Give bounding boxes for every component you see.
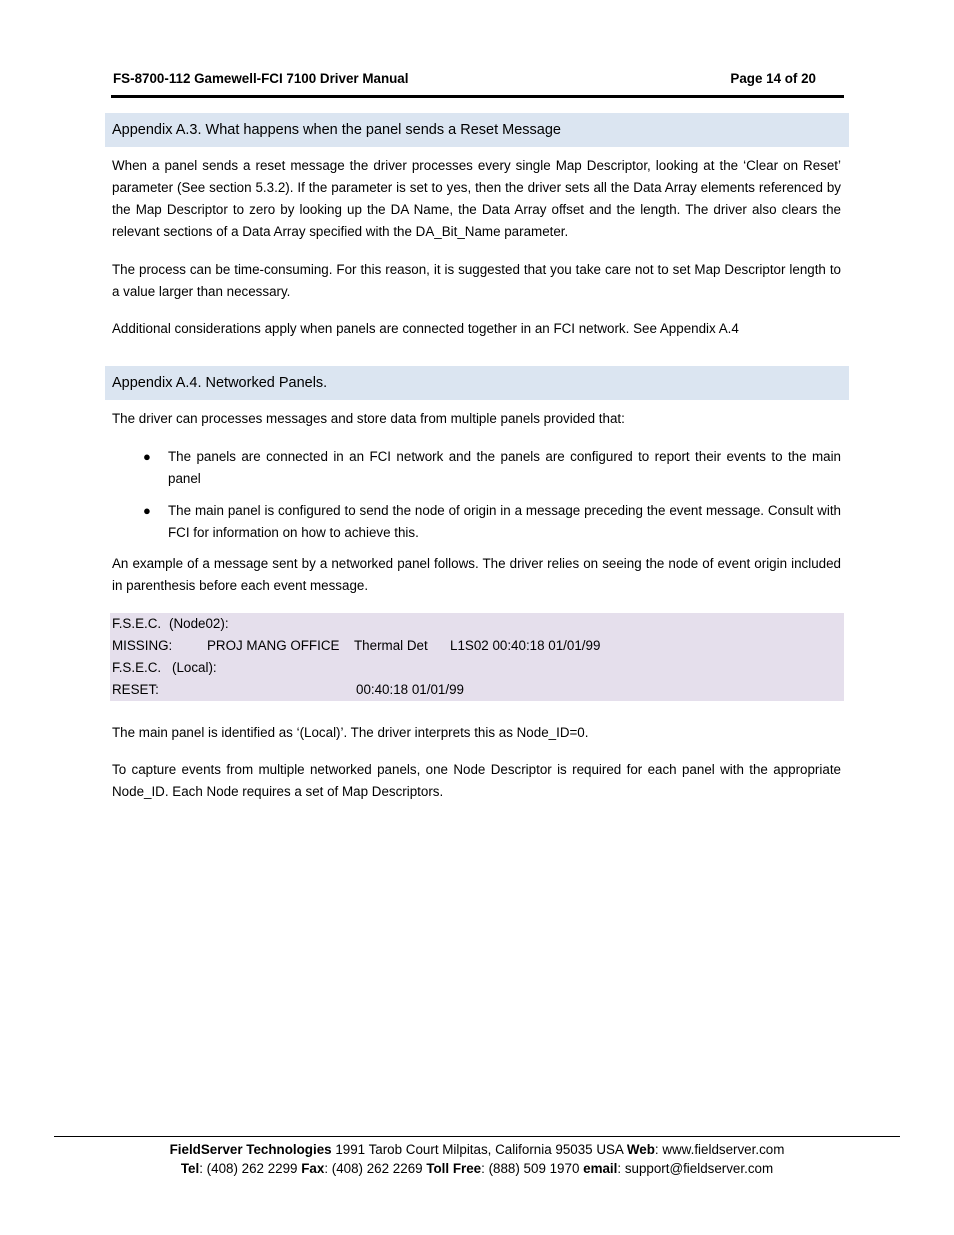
footer-tel: : (408) 262 2299 bbox=[199, 1161, 302, 1176]
paragraph-intro: The driver can processes messages and store data from multiple panels provided that: bbox=[112, 411, 625, 426]
footer-company: FieldServer Technologies bbox=[169, 1142, 332, 1157]
section-heading-a3: Appendix A.3. What happens when the panel sends a Reset Message bbox=[105, 113, 849, 147]
footer-tollfree-label: Toll Free bbox=[426, 1161, 482, 1176]
footer-address: 1991 Tarob Court Milpitas, California 95035 USA bbox=[331, 1142, 627, 1157]
list-item bbox=[112, 446, 841, 490]
footer-tel-label: Tel bbox=[180, 1161, 200, 1176]
footer-line-2 bbox=[54, 1159, 900, 1178]
paragraph-reset-process: When a panel sends a reset message the driver processes every single Map Descriptor, looking at the ‘Clear on Reset’ parameter (See section 5.3.2). If the parameter is set to yes, then the driver sets all the Data Array elements referenced by the Map Descriptor to zero by looking up the DA Name, the Data Array offset and the length. The driver also clears the relevant sections of a Data Array specified with the DA_Bit_Name parameter. bbox=[112, 158, 841, 239]
list-item-text: The panels are connected in an FCI network and the panels are configured to report their events to the main panel bbox=[168, 449, 841, 486]
paragraph-example-intro: An example of a message sent by a networked panel follows. The driver relies on seeing the node of event origin included in parenthesis before each event message. bbox=[112, 556, 841, 593]
paragraph-capture-events: To capture events from multiple networked panels, one Node Descriptor is required for each panel with the appropriate Node_ID. Each Node requires a set of Map Descriptors. bbox=[112, 762, 841, 799]
bullet-icon: ● bbox=[143, 449, 151, 464]
footer-email: : support@fieldserver.com bbox=[617, 1161, 774, 1176]
example-message-box: F.S.E.C. (Node02): MISSING: PROJ MANG OFFICE Thermal Det L1S02 00:40:18 01/01/99 F.S.E.C. (Local): RESET: 00:40:18 01/01/99 bbox=[110, 613, 844, 701]
footer-email-label: email bbox=[583, 1161, 618, 1176]
page-header bbox=[111, 71, 842, 91]
paragraph-time-consuming: The process can be time-consuming. For this reason, it is suggested that you take care not to set Map Descriptor length to a value larger than necessary. bbox=[112, 262, 841, 299]
list-item bbox=[112, 500, 841, 544]
footer-line-1 bbox=[54, 1140, 900, 1159]
page-number: Page 14 of 20 bbox=[730, 71, 816, 86]
paragraph-main-panel: The main panel is identified as ‘(Local)’. The driver interprets this as Node_ID=0. bbox=[112, 725, 589, 740]
footer-web: : www.fieldserver.com bbox=[654, 1142, 785, 1157]
section-heading-a4: Appendix A.4. Networked Panels. bbox=[105, 366, 849, 400]
footer-tollfree: : (888) 509 1970 bbox=[481, 1161, 584, 1176]
footer-web-label: Web bbox=[626, 1142, 655, 1157]
bullet-list bbox=[112, 446, 841, 554]
page-footer bbox=[54, 1140, 900, 1178]
footer-fax-label: Fax bbox=[301, 1161, 325, 1176]
list-item-text: The main panel is configured to send the node of origin in a message preceding the event message. Consult with FCI for information on how to achieve this. bbox=[168, 503, 841, 540]
footer-fax: : (408) 262 2269 bbox=[324, 1161, 427, 1176]
document-title: FS-8700-112 Gamewell-FCI 7100 Driver Manual bbox=[113, 71, 409, 86]
bullet-icon: ● bbox=[143, 503, 151, 518]
header-rule bbox=[111, 95, 844, 98]
footer-rule bbox=[54, 1136, 900, 1137]
paragraph-additional: Additional considerations apply when panels are connected together in an FCI network. See Appendix A.4 bbox=[112, 321, 739, 336]
